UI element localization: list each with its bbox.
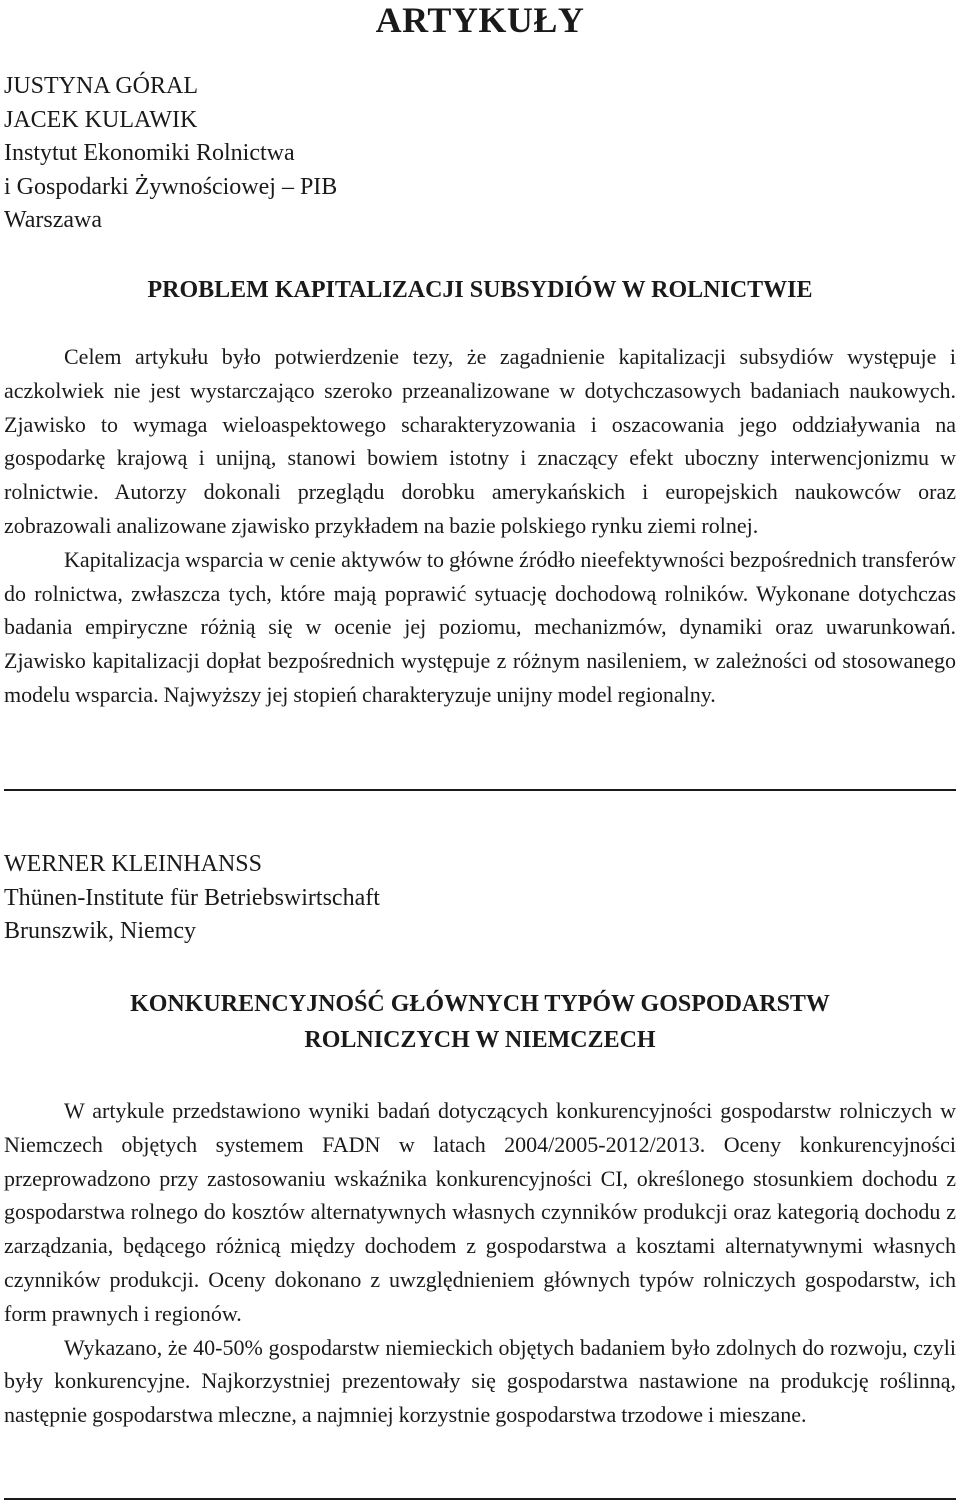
affiliation-city: Warszawa: [4, 207, 103, 233]
affiliation-city: Brunszwik, Niemcy: [4, 918, 196, 944]
author-name: WERNER KLEINHANSS: [4, 851, 262, 877]
affiliation-line: Instytut Ekonomiki Rolnictwa: [4, 140, 295, 166]
article-divider: [4, 1498, 956, 1500]
article2-title: [4, 986, 956, 1058]
abstract-paragraph: Kapitalizacja wsparcia w cenie aktywów to główne źródło nieefektywności bezpośrednich transferów do rolnictwa, zwłaszcza tych, które mają poprawić sytuację dochodową rolników. Wykonane dotychczas badania empiryczne różnią się w ocenie jej poziomu, mechanizmów, dynamiki oraz uwarunkowań. Zjawisko kapitalizacji dopłat bezpośrednich występuje z różnym nasileniem, w zależności od stosowanego modelu wsparcia. Najwyższy jej stopień charakteryzuje unijny model regionalny.: [4, 546, 956, 707]
article2-authors: [4, 848, 380, 949]
abstract-paragraph: Wykazano, że 40-50% gospodarstw niemieckich objętych badaniem było zdolnych do rozwoju, czyli były konkurencyjne. Najkorzystniej prezentowały się gospodarstwa nastawione na produkcję roślinną, następnie gospodarstwa mleczne, a najmniej korzystnie gospodarstwa trzodowe i mieszane.: [4, 1334, 956, 1428]
section-heading: ARTYKUŁY: [375, 0, 585, 40]
affiliation-line: i Gospodarki Żywnościowej – PIB: [4, 173, 338, 200]
author-name: JACEK KULAWIK: [4, 106, 198, 133]
journal-page: [4, 0, 956, 1428]
title-line: KONKURENCYJNOŚĆ GŁÓWNYCH TYPÓW GOSPODARSTW: [130, 991, 830, 1017]
article2-abstract: [4, 1094, 956, 1432]
author-name: JUSTYNA GÓRAL: [4, 73, 199, 99]
article1-title: PROBLEM KAPITALIZACJI SUBSYDIÓW W ROLNICTWIE: [147, 277, 813, 303]
affiliation-line: Thünen-Institute für Betriebswirtschaft: [4, 884, 380, 911]
article1-authors: [4, 70, 337, 238]
title-line: ROLNICZYCH W NIEMCZECH: [304, 1027, 656, 1053]
article1-abstract: [4, 340, 956, 712]
abstract-paragraph: W artykule przedstawiono wyniki badań dotyczących konkurencyjności gospodarstw rolniczych w Niemczech objętych systemem FADN w latach 2004/2005-2012/2013. Oceny konkurencyjności przeprowadzono przy zastosowaniu wskaźnika konkurencyjności CI, określonego stosunkiem dochodu z gospodarstwa rolnego do kosztów alternatywnych własnych czynników produkcji oraz kategorią dochodu z zarządzania, będącego różnicą między dochodem z gospodarstwa a kosztami alternatywnymi własnych czynników produkcji. Oceny dokonano z uwzględnieniem głównych typów rolniczych gospodarstw, ich form prawnych i regionów.: [4, 1098, 956, 1326]
article-divider: [4, 789, 956, 791]
abstract-paragraph: Celem artykułu było potwierdzenie tezy, że zagadnienie kapitalizacji subsydiów występuje i aczkolwiek nie jest wystarczająco szeroko przeanalizowane w dotychczasowych badaniach naukowych. Zjawisko to wymaga wieloaspektowego scharakteryzowania i oszacowania jego oddziaływania na gospodarkę krajową i unijną, stanowi bowiem istotny i znaczący efekt uboczny interwencjonizmu w rolnictwie. Autorzy dokonali przeglądu dorobku amerykańskich i europejskich naukowców oraz zobrazowali analizowane zjawisko przykładem na bazie polskiego rynku ziemi rolnej.: [4, 344, 956, 538]
